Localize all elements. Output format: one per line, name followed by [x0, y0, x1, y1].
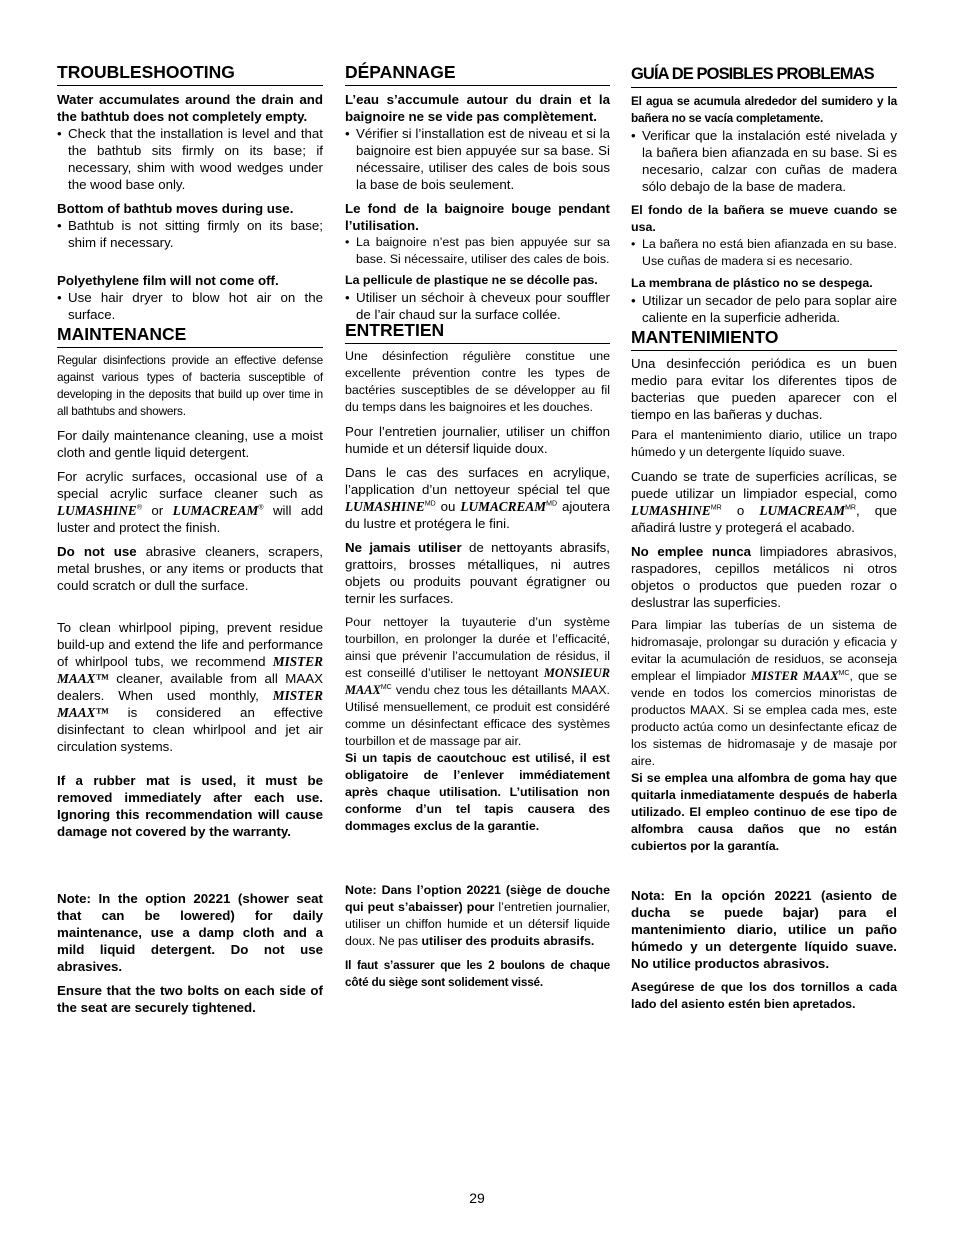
lumashine-brand: LUMASHINE: [631, 503, 711, 518]
alfombra-warning: Si se emplea una alfombra de goma hay que quitarla inmediatamente después de haberla utilizado. El empleo continuo de ese tipo de alfombra causa daños que no están cubiertos por la garantía.: [631, 771, 897, 853]
problem-bottom-moves-title: Bottom of bathtub moves during use.: [57, 201, 294, 216]
seat-note-section: [57, 890, 323, 1016]
seat-bolts-note: Ensure that the two bolts on each side of the seat are securely tightened.: [57, 983, 323, 1015]
depannage-heading: DÉPANNAGE: [345, 62, 610, 86]
mantenimiento-acrylic-paragraph: Cuando se trate de superficies acrílicas, se puede utilizar un limpiador especial, como $LUMASHINE^{MR}$ o $LUMACREAM^{MR}$, que añadirá lustre y protegerá el acabado.: [631, 469, 897, 535]
lumacream-brand: LUMACREAM: [759, 503, 846, 518]
rubber-mat-warning-section: [57, 772, 323, 840]
lumashine-brand: LUMASHINE: [57, 503, 137, 518]
problem-bottom-moves-solution-fr: • La baignoire n’est pas bien appuyée sur sa base. Si nécessaire, utiliser des cales de bois.: [345, 234, 610, 268]
maintenance-heading: MAINTENANCE: [57, 324, 323, 348]
asiento-tornillos-note: Asegúrese de que los dos tornillos a cada lado del asiento estén bien apretados.: [631, 980, 897, 1011]
seat-option-note: Note: In the option 20221 (shower seat that can be lowered) for daily maintenance, use a damp cloth and a mild liquid detergent. Do not use abrasives.: [57, 891, 323, 974]
problem-film-solution-es: • Utilizar un secador de pelo para soplar aire caliente en la superficie adherida.: [631, 292, 897, 326]
maintenance-abrasive-warning: Do not use abrasive cleaners, scrapers, metal brushes, or any items or products that could scratch or dull the surface.: [57, 544, 323, 593]
problem-film-solution: • Use hair dryer to blow hot air on the surface.: [57, 289, 323, 323]
problem-drain-solution: • Check that the installation is level and that the bathtub sits firmly on its base; if necessary, shim with wood wedges under the wood base only.: [57, 125, 323, 193]
tourbillon-cleaning-paragraph: Pour nettoyer la tuyauterie d’un système tourbillon, en prolonger la durée et l’efficacité, ainsi que prévenir l’accumulation de résidus, il est conseillé d’utiliser le nettoyant MONSIEUR $MAAX^{MC}$ vendu chez tous les détaillants MAAX. Utilisé mensuellement, ce produit est considéré comme un désinfectant efficace des systèmes tourbillon et de massage par air.: [345, 615, 610, 748]
mantenimiento-section: [631, 327, 897, 611]
rubber-mat-warning: If a rubber mat is used, it must be removed immediately after each use. Ignoring this recommendation will cause damage not covered by the warranty.: [57, 773, 323, 839]
entretien-disinfection-paragraph: Une désinfection régulière constitue une excellente prévention contre les types de bactéries susceptibles de se développer au fil du temps dans les baignoires et les douches.: [345, 349, 610, 414]
troubleshooting-section: [57, 62, 323, 251]
maintenance-disinfection-paragraph: Regular disinfections provide an effective defense against various types of bacteria susceptible of developing in the deposits that build up over time in all bathtubs and showers.: [57, 353, 323, 418]
entretien-daily-paragraph: Pour l’entretien journalier, utiliser un chiffon humide et un détersif liquide doux.: [345, 424, 610, 456]
mister-maax-brand: MISTER MAAX: [751, 669, 839, 683]
problem-bottom-moves-solution-es: • La bañera no está bien afianzada en su base. Use cuñas de madera si es necesario.: [631, 236, 897, 270]
hidromasaje-cleaning-section: [631, 617, 897, 855]
maintenance-section: [57, 324, 323, 594]
mister-maax-brand: MISTER MAAX™: [57, 688, 323, 720]
problem-drain-title-fr: L’eau s’accumule autour du drain et la baignoire ne se vide pas complètement.: [345, 92, 610, 124]
maintenance-acrylic-paragraph: For acrylic surfaces, occasional use of a special acrylic surface cleaner such as LUMASHINE® or LUMACREAM® will add luster and protect the finish.: [57, 469, 323, 535]
siege-option-note: Note: Dans l’option 20221 (siège de douche qui peut s’abaisser) pour l’entretien journalier, utiliser un chiffon humide et un détersif liquide doux. Ne pas utiliser des produits abrasifs.: [345, 883, 610, 948]
guia-problemas-heading: GUÍA DE POSIBLES PROBLEMAS: [631, 64, 897, 88]
problem-bottom-moves-title-es: El fondo de la bañera se mueve cuando se usa.: [631, 203, 897, 234]
problem-bottom-moves-solution: • Bathtub is not sitting firmly on its base; shim if necessary.: [57, 217, 323, 251]
problem-film-title-es: La membrana de plástico no se despega.: [631, 276, 873, 290]
siege-note-section: [345, 882, 610, 991]
hidromasaje-cleaning-paragraph: Para limpiar las tuberías de un sistema de hidromasaje, prolongar su duración y eficacia y evitar la acumulación de residuos, se aconseja emplear el limpiador MISTER $MAAX^{MC}$, que se vende en todos los comercios minoristas de productos MAAX. Si se emplea cada mes, este producto actúa como un desinfectante eficaz de los sistemas de hidromasaje y de masaje por aire.: [631, 618, 897, 768]
siege-boulons-note: Il faut s’assurer que les 2 boulons de chaque côté du siège sont solidement vissé.: [345, 958, 610, 989]
lumacream-brand: LUMACREAM: [460, 499, 547, 514]
problem-drain-solution-fr: • Vérifier si l’installation est de niveau et si la baignoire est bien appuyée sur sa base. Si nécessaire, utiliser des cales de bois sous la base de bois seulement.: [345, 125, 610, 193]
entretien-heading: ENTRETIEN: [345, 320, 610, 344]
mantenimiento-disinfection-paragraph: Una desinfección periódica es un buen medio para evitar los diferentes tipos de bacterias que pueden aparecer con el tiempo en las bañeras y duchas.: [631, 356, 897, 422]
asiento-note-section: [631, 887, 897, 1013]
problem-film-title-fr: La pellicule de plastique ne se décolle pas.: [345, 273, 598, 287]
problem-film-solution-fr: • Utiliser un séchoir à cheveux pour souffler de l’air chaud sur la surface collée.: [345, 289, 610, 323]
maintenance-daily-paragraph: For daily maintenance cleaning, use a moist cloth and gentle liquid detergent.: [57, 428, 323, 460]
problem-drain-solution-es: • Verificar que la instalación esté nivelada y la bañera bien afianzada en su base. Si es necesario, calzar con cuñas de madera sólo debajo de la base de madera.: [631, 127, 897, 195]
problem-drain-title-es: El agua se acumula alrededor del sumidero y la bañera no se vacía completamente.: [631, 94, 897, 125]
asiento-option-note: Nota: En la opción 20221 (asiento de ducha se puede bajar) para el mantenimiento diario, utilice un paño húmedo y un detergente líquido suave. No utilice productos abrasivos.: [631, 888, 897, 971]
tourbillon-cleaning-section: [345, 614, 610, 835]
whirlpool-cleaning-paragraph: To clean whirlpool piping, prevent residue build-up and extend the life and performance of whirlpool tubs, we recommend MISTER MAAX™ cleaner, available from all MAAX dealers. When used monthly, MISTER MAAX™ is considered an effective disinfectant to clean whirlpool and jet air circulation systems.: [57, 620, 323, 754]
page-number: 29: [469, 1190, 485, 1206]
depannage-section: [345, 62, 610, 268]
mister-maax-brand: MISTER MAAX™: [57, 654, 323, 686]
problem-film-section-fr: [345, 272, 610, 323]
mantenimiento-heading: MANTENIMIENTO: [631, 327, 897, 351]
entretien-acrylic-paragraph: Dans le cas des surfaces en acrylique, l’application d’un nettoyeur spécial tel que $LUMASHINE^{MD}$ ou $LUMACREAM^{MD}$ ajoutera du lustre et protégera le fini.: [345, 465, 610, 531]
problem-drain-title: Water accumulates around the drain and the bathtub does not completely empty.: [57, 92, 323, 124]
monsieur-maax-brand: MONSIEUR MAAX: [345, 666, 610, 697]
problem-bottom-moves-title-fr: Le fond de la baignoire bouge pendant l’utilisation.: [345, 201, 610, 233]
mantenimiento-daily-paragraph: Para el mantenimiento diario, utilice un trapo húmedo y un detergente líquido suave.: [631, 428, 897, 459]
tapis-warning: Si un tapis de caoutchouc est utilisé, il est obligatoire de l’enlever immédiatement après chaque utilisation. L’utilisation non conforme d’un tel tapis causera des dommages exclus de la garantie.: [345, 751, 610, 833]
problem-film-title: Polyethylene film will not come off.: [57, 273, 279, 288]
entretien-abrasive-warning: Ne jamais utiliser de nettoyants abrasifs, grattoirs, brosses métalliques, ni autres objets ou produits pouvant égratigner ou ternir les surfaces.: [345, 540, 610, 606]
lumacream-brand: LUMACREAM: [172, 503, 259, 518]
guia-problemas-section: [631, 64, 897, 270]
problem-film-section-es: [631, 275, 897, 326]
mantenimiento-abrasive-warning: No emplee nunca limpiadores abrasivos, raspadores, cepillos metálicos ni otros objetos o productos que pueden rozar o deslustrar las superficies.: [631, 544, 897, 610]
lumashine-brand: LUMASHINE: [345, 499, 425, 514]
troubleshooting-heading: TROUBLESHOOTING: [57, 62, 323, 86]
whirlpool-cleaning-section: [57, 619, 323, 755]
problem-film-section: [57, 272, 323, 323]
entretien-section: [345, 320, 610, 607]
